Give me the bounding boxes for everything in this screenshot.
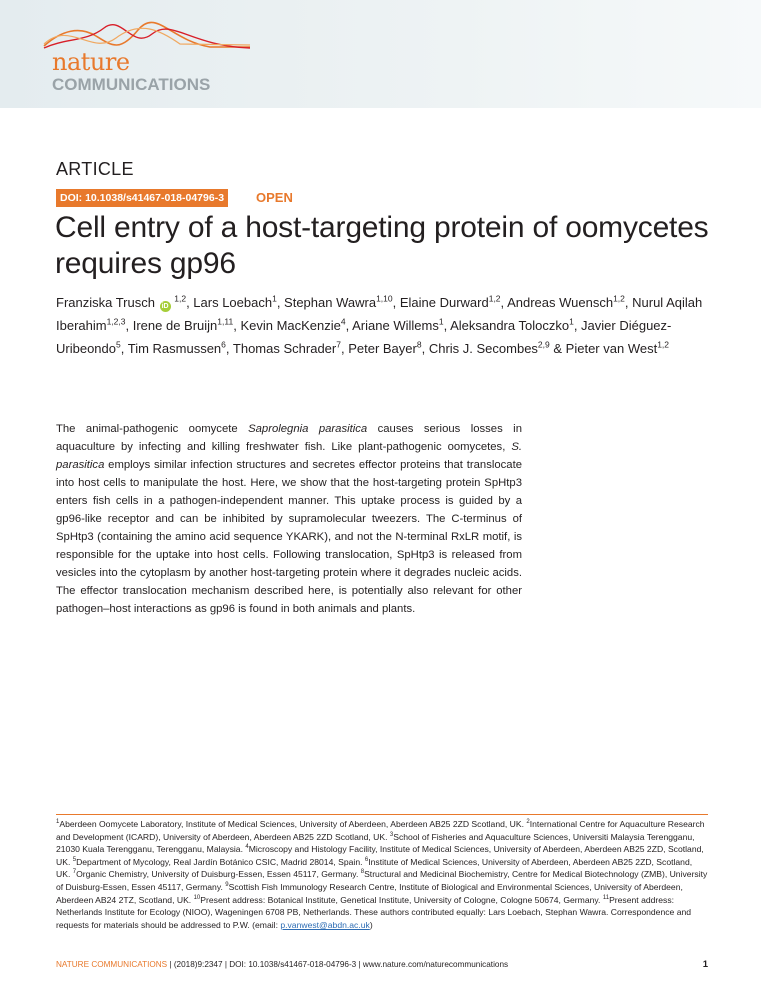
author-name: Pieter van West <box>565 341 658 356</box>
author-affiliation-sup: 1 <box>438 316 444 327</box>
affiliation-number: 5 <box>72 856 77 863</box>
author[interactable] <box>507 295 625 310</box>
author-name: Thomas Schrader <box>232 341 337 356</box>
footer-doi: DOI: 10.1038/s41467-018-04796-3 <box>229 960 357 969</box>
author[interactable] <box>566 341 669 356</box>
logo-communications-word: COMMUNICATIONS <box>52 75 211 94</box>
affiliation-text: Organic Chemistry, University of Duisburg-Essen, Essen 45117, Germany. <box>76 869 359 880</box>
abstract-species-short: S. parasitica <box>56 441 522 471</box>
affiliation-text: Department of Mycology, Real Jardín Botánico CSIC, Madrid 28014, Spain. <box>76 856 363 867</box>
open-access-label: OPEN <box>256 190 293 205</box>
author-affiliation-sup: 8 <box>416 339 422 350</box>
abstract-text-3: employs similar infection structures and secretes effector proteins that translocate into host cells to manipulate the host. Here, we show that the host-targeting protein SpHtp3 enters fish cells in a pathogen-independent manner. This uptake process is guided by a gp96-like receptor and can be inhibited by supramolecular tweezers. The C-terminus of SpHtp3 (containing the amino acid sequence YKARK), and not the N-terminal RxLR motif, is responsible for the uptake into host cells. Following translocation, SpHtp3 is released from vesicles into the cytoplasm by another host-targeting protein where it degrades nucleic acids. The effector translocation mechanism described here, is potentially also relevant for other pathogen–host interactions as gp96 is found in both animals and plants. <box>56 459 522 615</box>
author-name: Nurul Aqilah Iberahim <box>56 295 703 333</box>
equal-contribution-note: These authors contributed equally: Lars Loebach, Stephan Wawra. <box>354 907 609 918</box>
author-list: Franziska Trusch iD $^{1,2}$, Lars Loebach$^1$, Stephan Wawra$^{1,10}$, Elaine Durward$^{1,2}$, Andreas Wuensch$^{1,2}$, Nurul Aqilah Iberahim$^{1,2,3}$, Irene de Bruijn$^{1,11}$, Kevin MacKenzie$^4$, Ariane Willems$^1$, Aleksandra Toloczko$^1$, Javier Diéguez-Uribeondo$^5$, Tim Rasmussen$^6$, Thomas Schrader$^7$, Peter Bayer$^8$, Chris J. Secombes$^{2,9}$ & Pieter van West$^{1,2}$ <box>56 293 703 356</box>
author-name: Andreas Wuensch <box>507 295 614 310</box>
author-affiliation-sup: 5 <box>116 339 121 350</box>
author-join: & <box>553 341 563 356</box>
author[interactable] <box>450 318 574 333</box>
author[interactable] <box>128 341 226 356</box>
author[interactable] <box>400 295 501 310</box>
author[interactable] <box>429 341 550 356</box>
author-name: Stephan Wawra <box>284 295 377 310</box>
author-affiliation-sup: 1,2 <box>657 339 670 350</box>
author-affiliation-sup: 6 <box>221 339 226 350</box>
author-name: Tim Rasmussen <box>127 341 222 356</box>
affiliation-number: 10 <box>193 894 201 901</box>
affiliation-number: 3 <box>389 831 394 838</box>
author-affiliation-sup: 1,10 <box>376 293 393 304</box>
affiliation-number: 9 <box>225 882 229 889</box>
affiliation-text: School of Fisheries and Aquaculture Sciences, Universiti Malaysia Terengganu, 21030 Kuala Terengganu, Terengganu, Malaysia. <box>56 831 695 855</box>
page-footer <box>56 959 708 971</box>
affiliation-number: 1 <box>56 819 60 826</box>
author-name: Javier Diéguez-Uribeondo <box>56 318 672 356</box>
affiliation-text: Scottish Fish Immunology Research Centre, Institute of Biological and Environmental Sciences, University of Aberdeen, Aberdeen AB24 2TZ, Scotland, UK. <box>56 881 683 905</box>
doi-badge[interactable]: DOI: 10.1038/s41467-018-04796-3 <box>56 189 228 207</box>
footer-url[interactable]: www.nature.com/naturecommunications <box>362 960 509 969</box>
affiliation-number: 4 <box>245 844 249 851</box>
article-title: Cell entry of a host-targeting protein of oomycetes requires gp96 <box>55 211 709 280</box>
author[interactable] <box>233 341 341 356</box>
author-affiliation-sup: 1 <box>272 293 277 304</box>
affiliation-number: 6 <box>364 856 369 863</box>
author-name: Aleksandra Toloczko <box>450 318 570 333</box>
author-affiliation-sup: 4 <box>340 316 346 327</box>
author-affiliation-sup: 1 <box>569 316 574 327</box>
article-type-label: ARTICLE <box>56 159 134 179</box>
abstract-species: Saprolegnia parasitica <box>248 423 368 435</box>
author[interactable] <box>348 341 421 356</box>
author[interactable] <box>193 295 277 310</box>
affiliation-text: Institute of Medical Sciences, University of Aberdeen, Aberdeen AB25 2ZD, Scotland, UK. <box>56 856 693 880</box>
affiliation-text: Microscopy and Histology Facility, Institute of Medical Sciences, University of Aberdeen, Aberdeen AB25 2ZD, Scotland, UK. <box>56 844 704 867</box>
affiliation-number: 11 <box>602 894 610 901</box>
affiliation-text: Present address: Botanical Institute, Genetical Institute, University of Cologne, Cologne 50674, Germany. <box>200 894 601 905</box>
author[interactable] <box>133 318 233 333</box>
affiliation-text: Aberdeen Oomycete Laboratory, Institute of Medical Sciences, University of Aberdeen, Aberdeen AB25 2ZD Scotland, UK. <box>59 819 524 829</box>
abstract-text-1: The animal-pathogenic oomycete <box>56 423 249 435</box>
correspondence-note: Correspondence and requests for materials should be addressed to P.W. (email: <box>56 907 692 930</box>
abstract <box>56 420 522 618</box>
author-name: Irene de Bruijn <box>132 318 218 333</box>
affiliation-number: 7 <box>72 869 77 876</box>
author-affiliation-sup: 1,2,3 <box>106 316 126 327</box>
affiliations <box>56 818 708 931</box>
footer-journal-name: NATURE COMMUNICATIONS <box>56 960 168 969</box>
footer-citation: (2018)9:2347 <box>173 960 223 969</box>
affiliation-text: Structural and Medicinal Biochemistry, Centre for Medical Biotechnology (ZMB), University of Duisburg-Essen, Essen 45117, Germany. <box>56 869 708 892</box>
journal-header-banner <box>0 0 761 108</box>
affiliations-divider <box>56 814 708 815</box>
correspondence-email-link[interactable]: p.vanwest@abdn.ac.uk <box>280 919 370 930</box>
footer-sep-3: | <box>356 960 363 969</box>
logo-nature-word: nature <box>52 48 130 76</box>
orcid-icon[interactable]: iD <box>161 303 169 310</box>
author-name: Elaine Durward <box>399 295 489 310</box>
correspondence-end: ) <box>369 919 373 930</box>
affiliation-number: 2 <box>526 819 530 826</box>
author[interactable] <box>240 318 345 333</box>
author[interactable] <box>56 295 186 310</box>
author-affiliation-sup: 2,9 <box>537 339 550 350</box>
footer-sep-2: | <box>222 960 230 969</box>
author-affiliation-sup: 1,11 <box>217 316 234 327</box>
author-affiliation-sup: 1,2 <box>174 293 187 304</box>
author-name: Ariane Willems <box>352 318 439 333</box>
author[interactable] <box>284 295 393 310</box>
author-name: Peter Bayer <box>348 341 417 356</box>
affiliation-text: Present address: Netherlands Institute for Ecology (NIOO), Wageningen 6708 PB, Netherlands. <box>56 894 675 918</box>
abstract-text-2: causes serious losses in aquaculture by infecting and killing freshwater fish. Like plant-pathogenic oomycetes, <box>56 423 522 453</box>
author-affiliation-sup: 7 <box>336 339 341 350</box>
author-affiliation-sup: 1,2 <box>488 293 501 304</box>
author-affiliation-sup: 1,2 <box>613 293 625 304</box>
author-name: Lars Loebach <box>193 295 273 310</box>
page-number: 1 <box>702 959 708 970</box>
author-name: Kevin MacKenzie <box>240 318 341 333</box>
affiliation-text: International Centre for Aquaculture Research and Development (ICARD), University of Aberdeen, Aberdeen AB25 2ZD Scotland, UK. <box>56 819 705 842</box>
author-name: Franziska Trusch <box>56 295 155 310</box>
author-name: Chris J. Secombes <box>428 341 538 356</box>
author[interactable] <box>352 318 443 333</box>
footer-sep-1: | <box>167 960 174 969</box>
affiliation-number: 8 <box>360 869 365 876</box>
